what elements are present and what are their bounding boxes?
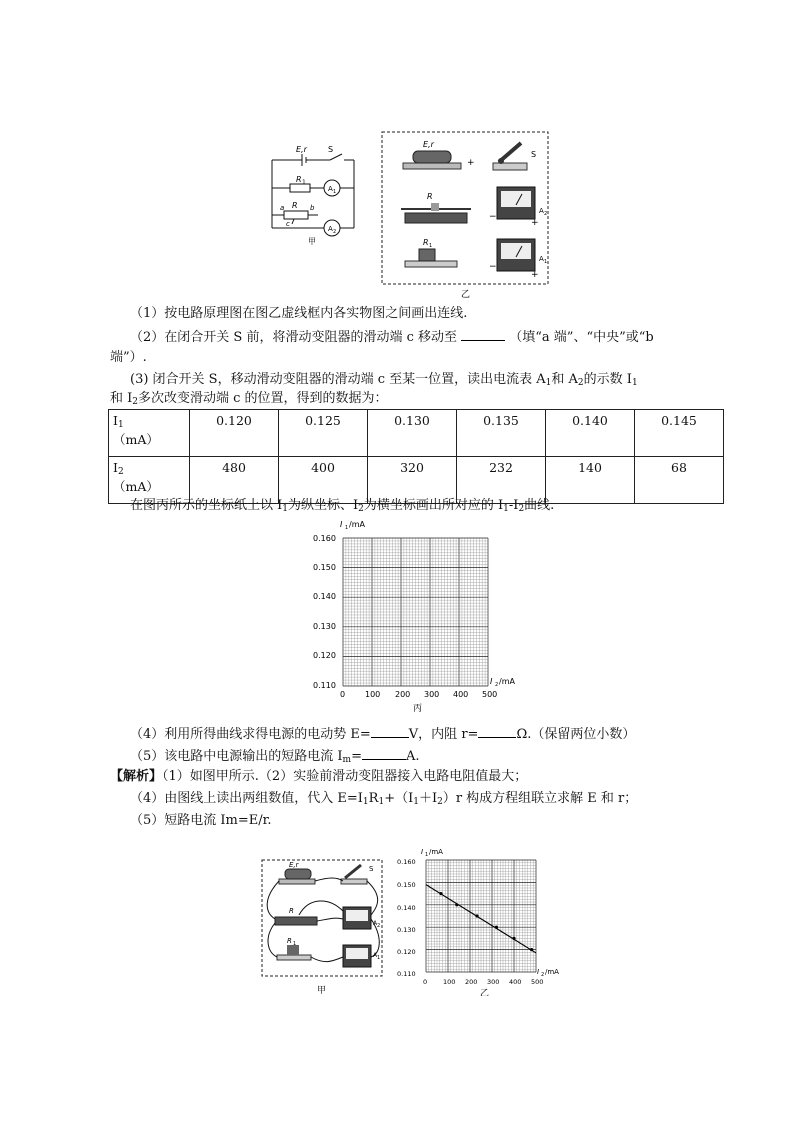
question-3-line2 xyxy=(110,391,388,410)
ans-grid-x-tick: 0 xyxy=(423,978,428,986)
schematic-rheostat-label: R xyxy=(292,201,298,210)
question-1: （1）按电路原理图在图乙虚线框内各实物图之间画出连线. xyxy=(130,306,468,321)
i1-label: I xyxy=(113,413,118,428)
rheostat-icon xyxy=(401,203,471,223)
schematic-a1-label: A xyxy=(328,185,333,193)
ans-grid-x-sub: 2 xyxy=(541,972,545,978)
solution-tag: 【解析】 xyxy=(110,769,163,784)
grid-x-axis-sub: 2 xyxy=(495,682,499,688)
schematic-c-label: c xyxy=(286,220,290,228)
table-cell: 0.120 xyxy=(190,410,279,457)
grid-y-tick: 0.120 xyxy=(313,651,336,660)
photo-a2-label: A xyxy=(539,207,544,215)
grid-x-axis-label: I xyxy=(490,677,493,686)
answer-blank-q2[interactable] xyxy=(461,328,505,341)
table-cell: 320 xyxy=(368,457,457,504)
ans-grid-x-tick: 500 xyxy=(531,978,544,986)
photo-plus-1: + xyxy=(467,158,475,168)
grid-x-tick: 100 xyxy=(365,690,381,699)
ans-grid-y-tick: 0.160 xyxy=(397,858,416,866)
ans-switch-label: S xyxy=(369,865,374,873)
photo-minus-2: − xyxy=(489,262,497,272)
ammeter-a2-icon xyxy=(497,187,535,219)
ans-grid-y-tick: 0.120 xyxy=(397,948,416,956)
ans-grid-x-tick: 200 xyxy=(465,978,478,986)
ans-grid-y-label: I xyxy=(421,848,424,856)
ans-grid-y-tick: 0.150 xyxy=(397,881,416,889)
ans-grid-x-label: I xyxy=(537,968,540,976)
i2-sub: 2 xyxy=(117,467,124,477)
s2-c: +（I xyxy=(384,791,414,806)
i1-unit: （mA） xyxy=(113,432,159,447)
ans-rheostat-label: R xyxy=(289,907,294,915)
i2-label: I xyxy=(113,460,118,475)
schematic-a2-label: A xyxy=(328,225,333,233)
grid-x-tick: 400 xyxy=(453,690,469,699)
question-2-options: （填“a 端”、“中央”或“b xyxy=(509,330,654,345)
table-cell: 400 xyxy=(279,457,368,504)
pi-s3: 1 xyxy=(503,504,509,514)
pi-b: 为纵坐标、I xyxy=(288,498,359,513)
ans-a2-sub: 2 xyxy=(377,923,381,929)
ans-grid-x-tick: 400 xyxy=(509,978,522,986)
photo-source-label: E,r xyxy=(423,140,434,149)
answer-left-caption: 甲 xyxy=(317,986,327,996)
grid-x-tick: 300 xyxy=(424,690,440,699)
grid-x-tick: 0 xyxy=(340,690,346,699)
table-cell: 0.135 xyxy=(457,410,546,457)
q3-b-pre: 和 I xyxy=(110,391,133,406)
grid-y-tick: 0.110 xyxy=(313,681,336,690)
table-cell: 0.125 xyxy=(279,410,368,457)
answer-blank-internal-resistance[interactable] xyxy=(478,725,516,738)
table-cell: 232 xyxy=(457,457,546,504)
ans-a1-label: A xyxy=(373,952,378,959)
grid-x-tick: 200 xyxy=(395,690,411,699)
schematic-r1-label: R xyxy=(296,175,302,184)
table-row xyxy=(109,457,724,504)
ans-grid-y-tick: 0.110 xyxy=(397,970,416,978)
pi-d: -I xyxy=(508,498,519,513)
grid-y-tick: 0.130 xyxy=(313,622,336,631)
s2-s1: 1 xyxy=(362,797,369,807)
q3-text-mid: 和 A xyxy=(551,372,578,387)
table-row xyxy=(109,410,724,457)
pi-e: 曲线. xyxy=(524,498,555,513)
ans-a1-sub: 1 xyxy=(377,955,381,961)
pi-c: 为横坐标画出所对应的 I xyxy=(363,498,504,513)
grid-y-axis-label: I xyxy=(340,520,343,529)
s2-s3: 1 xyxy=(413,797,419,807)
grid-y-axis-sub: 1 xyxy=(345,525,349,531)
data-table xyxy=(108,409,724,504)
q4-b: V，内阻 r= xyxy=(408,727,479,742)
schematic-source-label: E,r xyxy=(296,145,307,154)
q3-b-text: 多次改变滑动端 c 的位置，得到的数据为： xyxy=(138,391,388,406)
schematic-r1-sub: 1 xyxy=(302,179,306,186)
answer-blank-emf[interactable] xyxy=(371,725,409,738)
q5-c: A. xyxy=(406,749,420,764)
photo-switch-label: S xyxy=(531,150,537,159)
pi-s1: 1 xyxy=(282,504,289,514)
photo-r1-sub: 1 xyxy=(429,243,433,249)
i1-sub: 1 xyxy=(117,420,124,430)
table-cell: 68 xyxy=(635,457,724,504)
q3-sub-1: 1 xyxy=(545,378,552,388)
data-point xyxy=(530,948,533,951)
q5-b: = xyxy=(351,749,362,764)
apparatus-photo-box xyxy=(381,131,551,301)
grid-y-tick: 0.150 xyxy=(313,563,336,572)
answer-wired-apparatus xyxy=(259,857,389,997)
ans-r1-label: R xyxy=(287,937,292,945)
photo-plus-2: + xyxy=(531,218,539,228)
table-cell: 0.140 xyxy=(546,410,635,457)
photo-a2-sub: 2 xyxy=(544,211,548,217)
switch-icon xyxy=(493,143,527,170)
question-4 xyxy=(130,725,635,743)
photo-caption: 乙 xyxy=(461,290,471,300)
table-cell: 140 xyxy=(546,457,635,504)
data-point xyxy=(495,926,498,929)
pi-s2: 2 xyxy=(358,504,364,514)
ans-r1-sub: 1 xyxy=(293,941,297,947)
i2-unit: （mA） xyxy=(113,479,159,494)
photo-a1-label: A xyxy=(539,255,544,263)
grid-y-tick: 0.140 xyxy=(313,592,336,601)
schematic-caption: 甲 xyxy=(308,237,316,246)
q3-b-sub: 2 xyxy=(132,397,139,407)
data-point xyxy=(512,937,515,940)
answer-graph xyxy=(396,844,568,996)
photo-minus-1: − xyxy=(489,212,497,222)
resistor-r1-icon xyxy=(405,249,457,267)
ans-grid-y-unit: /mA xyxy=(429,848,443,856)
q5-sub: m xyxy=(342,755,352,765)
table-cell: 0.145 xyxy=(635,410,724,457)
grid-x-axis-unit: /mA xyxy=(499,677,515,686)
data-point xyxy=(455,903,458,906)
schematic-b-label: b xyxy=(310,204,315,212)
answer-blank-short-circuit[interactable] xyxy=(362,747,406,760)
circuit-schematic xyxy=(262,140,362,250)
data-point xyxy=(439,892,442,895)
s2-e: ）r 构成方程组联立求解 E 和 r； xyxy=(442,791,638,806)
ans-source-label: E,r xyxy=(289,861,299,869)
answer-right-caption: 乙 xyxy=(480,989,490,996)
solution-line-2 xyxy=(130,791,637,810)
photo-r1-label: R xyxy=(423,238,429,247)
photo-rheostat-label: R xyxy=(427,192,433,201)
row-header-i2 xyxy=(109,457,190,504)
pi-s4: 2 xyxy=(518,504,525,514)
question-2 xyxy=(130,328,654,346)
ans-a2-label: A xyxy=(373,920,378,927)
question-5 xyxy=(130,747,420,768)
q3-text-end: 的示数 I xyxy=(583,372,632,387)
row-header-i1 xyxy=(109,410,190,457)
ammeter-a1-icon xyxy=(497,239,535,271)
s2-b: R xyxy=(368,791,379,806)
q4-a: （4）利用所得曲线求得电源的电动势 E= xyxy=(130,727,371,742)
photo-a1-sub: 1 xyxy=(544,259,548,265)
plot-instruction xyxy=(130,498,554,517)
solution-line-3: （5）短路电流 Im=E/r. xyxy=(130,813,272,828)
s2-s2: 1 xyxy=(378,797,385,807)
schematic-a1-sub: 1 xyxy=(333,189,337,195)
schematic-a2-sub: 2 xyxy=(333,229,337,235)
ans-grid-y-tick: 0.130 xyxy=(397,926,416,934)
q3-text-a: (3) 闭合开关 S，移动滑动变阻器的滑动端 c 至某一位置，读出电流表 A xyxy=(130,372,546,387)
solution-1-text: （1）如图甲所示.（2）实验前滑动变阻器接入电路电阻值最大； xyxy=(162,769,528,784)
ans-grid-y-sub: 1 xyxy=(425,852,429,858)
s2-a: （4）由图线上读出两组数值，代入 E=I xyxy=(130,791,363,806)
data-point xyxy=(475,914,478,917)
pi-a: 在图丙所示的坐标纸上以 I xyxy=(130,498,283,513)
table-cell: 0.130 xyxy=(368,410,457,457)
battery-icon xyxy=(403,151,461,169)
question-2-continued: 端”）. xyxy=(110,350,147,365)
q5-a: （5）该电路中电源输出的短路电流 I xyxy=(130,749,343,764)
empty-graph-paper[interactable] xyxy=(310,518,530,714)
s2-d: ＋I xyxy=(418,791,438,806)
question-2-text: （2）在闭合开关 S 前，将滑动变阻器的滑动端 c 移动至 xyxy=(130,330,457,345)
question-3-line1 xyxy=(130,372,638,391)
schematic-switch-label: S xyxy=(328,145,334,154)
schematic-a-label: a xyxy=(280,204,285,212)
grid-caption: 丙 xyxy=(413,704,423,714)
grid-y-axis-unit: /mA xyxy=(349,520,365,529)
s2-s4: 2 xyxy=(437,797,443,807)
q3-sub-2: 2 xyxy=(577,378,584,388)
q3-sub-3: 1 xyxy=(631,378,638,388)
ans-grid-x-tick: 300 xyxy=(487,978,500,986)
solution-line-1 xyxy=(110,769,527,785)
ans-grid-x-unit: /mA xyxy=(545,968,559,976)
q4-c: Ω.（保留两位小数） xyxy=(516,727,636,742)
photo-plus-3: + xyxy=(531,270,539,280)
grid-y-tick: 0.160 xyxy=(313,534,336,543)
ans-grid-x-tick: 100 xyxy=(443,978,456,986)
ans-grid-y-tick: 0.140 xyxy=(397,904,416,912)
grid-x-tick: 500 xyxy=(482,690,498,699)
table-cell: 480 xyxy=(190,457,279,504)
